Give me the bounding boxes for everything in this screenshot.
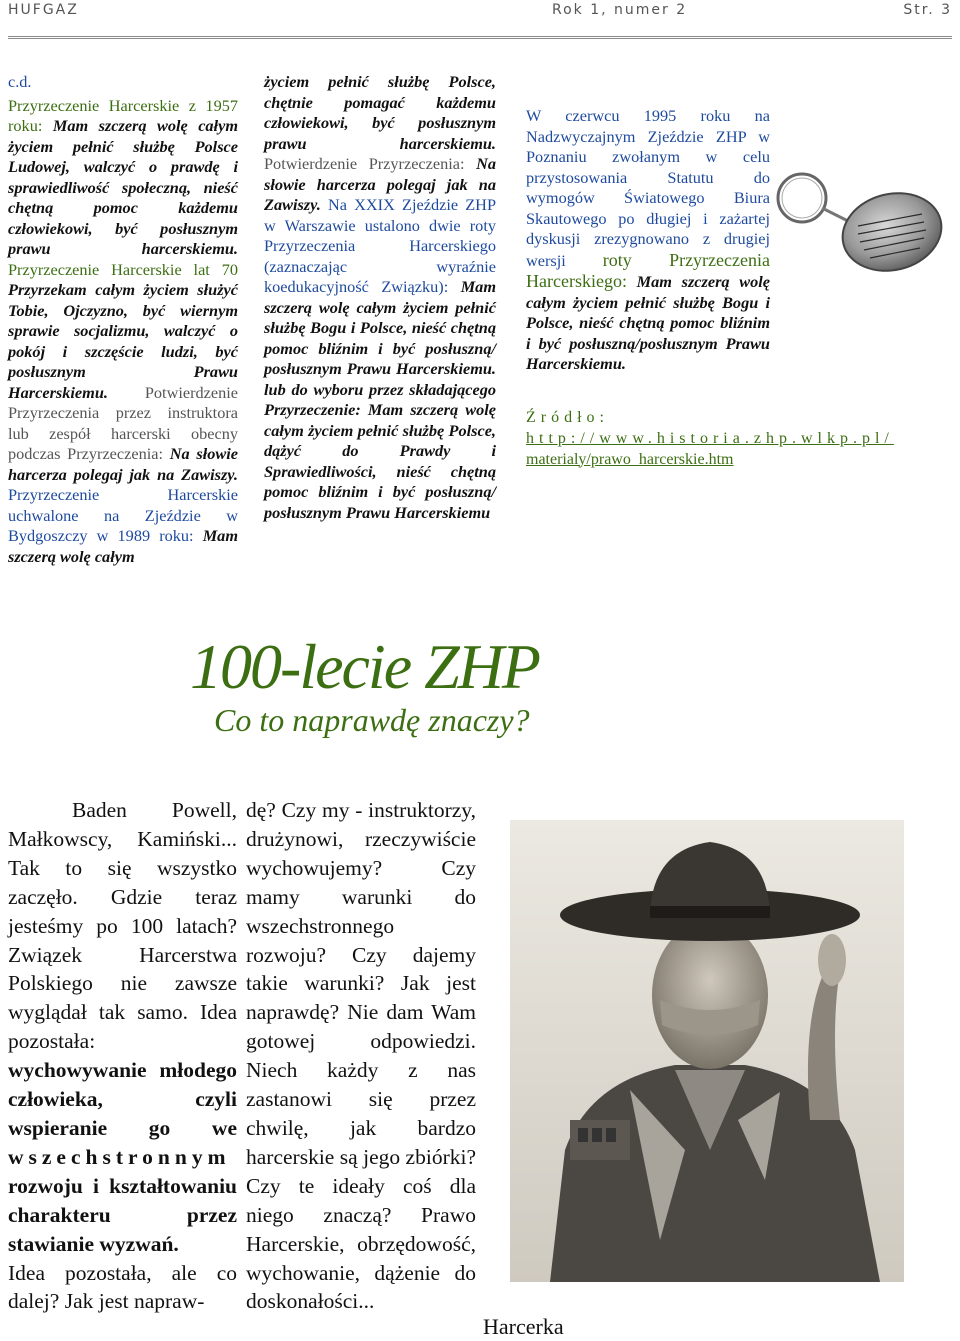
- article-column-right: [246, 796, 476, 1316]
- paragraph-lead: Przyrzeczenie Harcerskie uchwalone na Zjeździe w Bydgoszczy w 1989 roku:: [8, 485, 238, 545]
- source-link[interactable]: http://www.historia.zhp.wlkp.pl/: [526, 429, 894, 447]
- paragraph-highlight: roty Przyrzeczenia Harcerskiego:: [526, 249, 770, 291]
- paragraph-lead: Potwierdzenie Przyrzeczenia przez instruktora lub zespół harcerski obecny podczas Przyrzeczenia:: [8, 382, 238, 463]
- paragraph: [526, 106, 770, 375]
- paragraph-lead: Potwierdzenie Przyrzeczenia:: [264, 154, 465, 173]
- paragraph-bold: wychowywanie młodego człowieka, czyli wspieranie go we: [8, 1058, 237, 1140]
- source-block: [526, 407, 894, 470]
- paragraph: Idea pozostała, ale co dalej? Jak jest napraw-: [8, 1260, 237, 1314]
- paragraph-body: Przyrzekam całym życiem służyć Tobie, Ojczyzno, być wiernym sprawie socjalizmu, walczyć o pokój i szczęście ludzi, być posłusznym Prawu Harcerskiemu.: [8, 280, 238, 402]
- paragraph-body: życiem pełnić służbę Polsce, chętnie pomagać każdemu człowiekowi, być posłusznym prawu harcerskiemu.: [264, 72, 496, 153]
- column-3: [526, 106, 894, 470]
- magazine-name: HUFGAZ: [8, 2, 79, 18]
- paragraph-body: Na słowie harcerza polegaj jak na Zawiszy.: [264, 154, 496, 214]
- source-link-cont[interactable]: materialy/prawo_harcerskie.htm: [526, 450, 734, 468]
- article-title: 100-lecie ZHP: [190, 631, 539, 702]
- page-number: Str. 3: [903, 2, 952, 18]
- photo-caption: Harcerka: [483, 1314, 564, 1339]
- column-2: [264, 72, 496, 523]
- issue-number: Rok 1, numer 2: [552, 2, 688, 18]
- paragraph-body: Mam szczerą wolę całym życiem pełnić służbę Bogu i Polsce, nieść chętną pomoc bliźnim i być posłuszną/ posłusznym Prawu Harcerskiemu. lub do wyboru przez składającego Przyrzeczenie: Mam szczerą wolę całym życiem pełnić służbę Polsce, dążyć do Prawdy i Sprawiedliwości, nieść chętną pomoc bliźnim i być posłuszną/ posłusznym Prawu Harcerskiemu: [264, 277, 496, 522]
- paragraph-body: Mam szczerą wolę całym: [8, 526, 238, 566]
- page-header: [8, 0, 952, 22]
- paragraph-lead: Na XXIX Zjeździe ZHP w Warszawie ustalono dwie roty Przyrzeczenia Harcerskiego (zaznaczając wyraźnie koedukacyjność Związku):: [264, 195, 496, 296]
- article-subtitle: Co to naprawdę znaczy?: [214, 702, 530, 738]
- article-column-left: [8, 796, 237, 1316]
- portrait-photo: [510, 820, 904, 1282]
- paragraph: [8, 96, 238, 568]
- portrait-illustration: [510, 820, 904, 1282]
- paragraph: [8, 796, 237, 1259]
- paragraph-body: Baden Powell, Małkowscy, Kamiński... Tak to się wszystko zaczęło. Gdzie teraz jesteśmy po 100 latach? Związek Harcerstwa Polskiego nie zawsze wyglądał tak samo. Idea pozostała:: [8, 798, 237, 1054]
- paragraph-bold: rozwoju i kształtowaniu charakteru przez stawianie wyzwań.: [8, 1173, 237, 1256]
- keychain-image: [772, 168, 944, 286]
- continued-label: c.d.: [8, 72, 32, 91]
- paragraph-lead: Przyrzeczenie Harcerskie lat 70: [8, 259, 238, 279]
- paragraph-bold-spaced: wszechstronnym: [8, 1144, 231, 1169]
- paragraph-lead: W czerwcu 1995 roku na Nadzwyczajnym Zjeździe ZHP w Poznaniu zwołanym w celu przystosowania Statutu do wymogów Światowego Biura Skautowego po długiej i zażartej dyskusji zrezygnowano z drugiej wersji: [526, 106, 770, 270]
- header-divider: [8, 36, 952, 39]
- column-1: [8, 72, 238, 567]
- paragraph-lead: Przyrzeczenie Harcerskie z 1957 roku:: [8, 95, 238, 135]
- paragraph: [264, 72, 496, 523]
- paragraph-body: Mam szczerą wolę całym życiem pełnić służbę Bogu i Polsce, nieść chętną pomoc bliźnim i być posłuszną/posłusznym Prawu Harcerskiemu.: [526, 272, 771, 373]
- paragraph-body: Mam szczerą wolę całym życiem pełnić służbę Polsce Ludowej, walczyć o prawdę i sprawiedliwość społeczną, nieść chętną pomoc każdemu człowiekowi, być posłusznym prawu harcerskiemu.: [8, 116, 238, 258]
- paragraph: dę? Czy my - instruktorzy, drużynowi, rzeczywiście wychowujemy? Czy mamy warunki do wszechstronnego rozwoju? Czy dajemy takie warunki? Jak jest naprawdę? Nie dam Wam gotowej odpowiedzi. Niech każdy z nas zastanowi się przez chwilę, jak bardzo harcerskie są jego zbiórki? Czy te ideały coś dla niego znaczą? Prawo Harcerskie, obrzędowość, wychowanie, dążenie do doskonałości...: [246, 798, 476, 1314]
- source-label: Źródło:: [526, 408, 609, 426]
- paragraph-body: Na słowie harcerza polegaj jak na Zawiszy.: [8, 444, 238, 484]
